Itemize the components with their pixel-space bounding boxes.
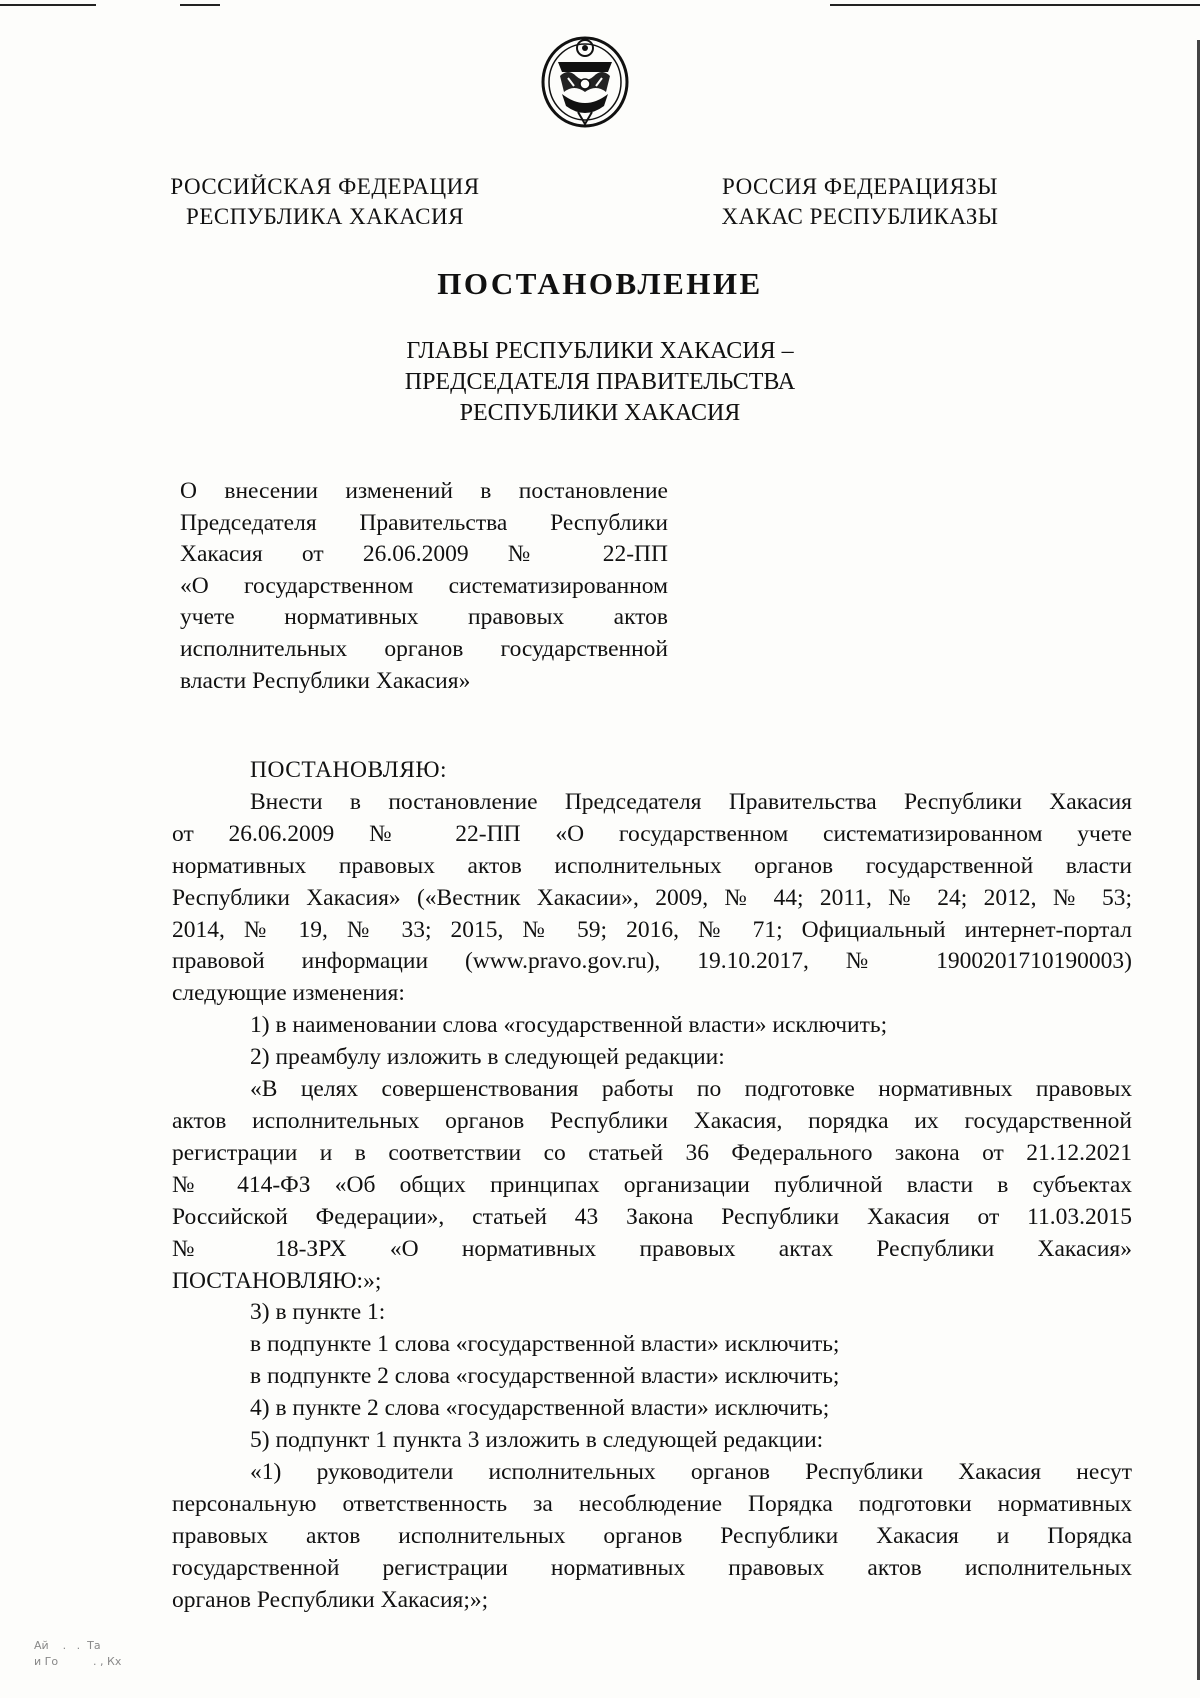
body-line: органов Республики Хакасия;»;	[172, 1586, 489, 1613]
body-line: в подпункте 1 слова «государственной власти» исключить;	[250, 1331, 840, 1358]
body-line: 2) преамбулу изложить в следующей редакции:	[250, 1044, 725, 1071]
body-line: следующие изменения:	[172, 980, 405, 1007]
body-line: в подпункте 2 слова «государственной власти» исключить;	[250, 1363, 840, 1390]
header-right-block	[700, 172, 1020, 232]
header-right-line: ХАКАС РЕСПУБЛИКАЗЫ	[721, 204, 999, 229]
document-body	[172, 755, 1132, 1616]
subject-line: «О государственном систематизированном	[180, 572, 668, 599]
issuer-line: ГЛАВЫ РЕСПУБЛИКИ ХАКАСИЯ –	[406, 338, 794, 364]
body-line: правовых актов исполнительных органов Республики Хакасия и Порядка	[172, 1522, 1132, 1549]
scan-border-top	[0, 0, 1200, 10]
body-line: «В целях совершенствования работы по подготовке нормативных правовых	[250, 1076, 1132, 1103]
subject-line: Хакасия от 26.06.2009 № 22-ПП	[180, 541, 668, 568]
body-line: Внести в постановление Председателя Правительства Республики Хакасия	[250, 788, 1132, 815]
subject-line: власти Республики Хакасия»	[180, 667, 471, 694]
header-right-line: РОССИЯ ФЕДЕРАЦИЯЗЫ	[722, 174, 998, 199]
body-line: 5) подпункт 1 пункта 3 изложить в следующей редакции:	[250, 1427, 824, 1454]
coat-of-arms-emblem	[538, 28, 632, 132]
issuer-line: РЕСПУБЛИКИ ХАКАСИЯ	[459, 400, 741, 426]
issuer-block	[0, 336, 1200, 429]
subject-line: Председателя Правительства Республики	[180, 509, 668, 536]
header-left-line: РЕСПУБЛИКА ХАКАСИЯ	[186, 204, 464, 229]
body-line: актов исполнительных органов Республики Хакасия, порядка их государственной	[172, 1107, 1132, 1134]
body-line: нормативных правовых актов исполнительных органов государственной власти	[172, 852, 1132, 879]
document-type-title: ПОСТАНОВЛЕНИЕ	[437, 266, 763, 301]
subject-line: О внесении изменений в постановление	[180, 478, 668, 504]
body-line: 4) в пункте 2 слова «государственной власти» исключить;	[250, 1395, 830, 1422]
subject-line: учете нормативных правовых актов	[180, 604, 668, 631]
body-line: 3) в пункте 1:	[250, 1299, 386, 1326]
issuer-line: ПРЕДСЕДАТЕЛЯ ПРАВИТЕЛЬСТВА	[404, 369, 796, 395]
header-left-line: РОССИЙСКАЯ ФЕДЕРАЦИЯ	[170, 174, 480, 199]
body-line: № 18-ЗРХ «О нормативных правовых актах Республики Хакасия»	[172, 1235, 1132, 1262]
body-line: Российской Федерации», статьей 43 Закона Республики Хакасия от 11.03.2015	[172, 1203, 1132, 1230]
decree-word: ПОСТАНОВЛЯЮ:	[250, 757, 448, 783]
body-text	[172, 787, 1132, 1617]
header-left-block	[150, 172, 500, 232]
body-line: персональную ответственность за несоблюдение Порядка подготовки нормативных	[172, 1490, 1132, 1517]
faded-stamp: Ай . . Та и Го . , Кх	[34, 1639, 122, 1668]
body-line: 1) в наименовании слова «государственной власти» исключить;	[250, 1012, 888, 1039]
body-line: ПОСТАНОВЛЯЮ:»;	[172, 1267, 382, 1294]
body-line: правовой информации (www.pravo.gov.ru), 19.10.2017, № 1900201710190003)	[172, 948, 1132, 975]
subject-line: исполнительных органов государственной	[180, 635, 668, 662]
body-line: от 26.06.2009 № 22-ПП «О государственном систематизированном учете	[172, 820, 1132, 847]
body-line: 2014, № 19, № 33; 2015, № 59; 2016, № 71; Официальный интернет-портал	[172, 916, 1132, 943]
body-line: регистрации и в соответствии со статьей 36 Федерального закона от 21.12.2021	[172, 1139, 1132, 1166]
body-line: № 414-ФЗ «Об общих принципах организации публичной власти в субъектах	[172, 1171, 1132, 1198]
body-line: государственной регистрации нормативных правовых актов исполнительных	[172, 1554, 1132, 1581]
body-line: «1) руководители исполнительных органов Республики Хакасия несут	[250, 1458, 1132, 1485]
document-subject	[180, 476, 668, 697]
body-line: Республики Хакасия» («Вестник Хакасии», 2009, № 44; 2011, № 24; 2012, № 53;	[172, 884, 1132, 911]
